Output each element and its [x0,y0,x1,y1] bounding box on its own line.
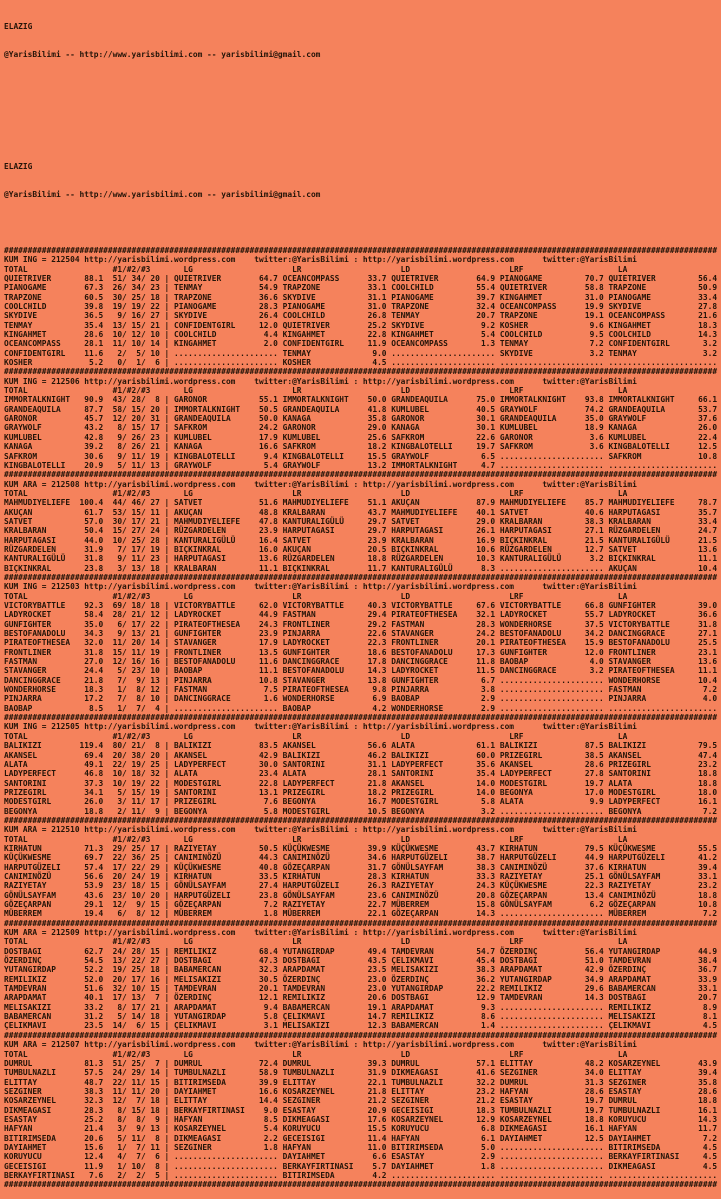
table-row: OCEANCOMPASS 28.1 11/ 10/ 14 | KINGAHMET 2.0 CONFIDENTGIRL 11.9 OCEANCOMPASS 1.3 TENMAY 7.2 CONFIDENTGIRL 3.2 [4,339,718,349]
section-title-line: KUM ING = 212503 http://yarisbilimi.wordpress.com twitter:@YarisBilimi : http://yarisbilimi.wordpress.com twitter:@YarisBilimi [4,582,637,592]
table-row: TRAPZONE 60.5 30/ 25/ 18 | TRAPZONE 36.6 SKYDIVE 31.1 PIANOGAME 39.7 KINGAHMET 31.0 PIANOGAME 33.4 [4,292,718,302]
table-row: CONFIDENTGIRL 11.6 2/ 5/ 10 | ...................... TENMAY 9.0 ...................... SKYDIVE 3.2 TENMAY 3.2 [4,348,718,358]
table-row: PIRATEOFTHESEA 32.0 11/ 20/ 14 | STAVANGER 17.9 LADYROCKET 22.3 FRONTLINER 20.1 PIRATEOFTHESEA 15.9 BESTOFANADOLU 25.5 [4,638,718,648]
table-row: KOSARZEYNEL 32.3 12/ 7/ 18 | ELITTAY 14.4 SEZGINER 21.2 SEZGINER 21.2 ESASTAY 19.7 DUMRUL 18.8 [4,1096,718,1106]
blank-line [4,106,721,115]
table-row: BEGONYA 18.8 2/ 11/ 9 | BEGONYA 5.8 MODESTGIRL 10.5 BEGONYA 3.2 ...................... BEGONYA 7.2 [4,806,718,816]
table-row: ALATA 49.1 22/ 19/ 25 | LADYPERFECT 30.0 SANTORINI 31.1 LADYPERFECT 35.6 AKANSEL 28.6 PRIZEGIRL 23.2 [4,759,718,769]
table-row: SEZGINER 38.3 11/ 11/ 20 | DAYIAHMET 16.6 KOSARZEYNEL 21.8 ELITTAY 23.2 HAFYAN 28.6 ESASTAY 28.6 [4,1086,718,1096]
table-row: FASTMAN 27.0 12/ 16/ 16 | BESTOFANADOLU 11.6 DANCINGGRACE 17.8 DANCINGGRACE 11.8 BAOBAP 4.0 STAVANGER 13.6 [4,657,718,667]
table-row: KANTURALIGÜLÜ 31.8 9/ 11/ 23 | HARPUTAGASI 13.6 RÜZGARDELEN 18.8 RÜZGARDELEN 10.3 KANTURALIGÜLÜ 3.2 BIÇKINKRAL 11.1 [4,554,718,564]
table-row: ÖZERDINÇ 54.5 13/ 22/ 27 | DOSTBAGI 47.3 DOSTBAGI 43.5 ÇELIKMAVI 45.4 DOSTBAGI 51.0 TAMDEVRAN 38.4 [4,956,718,966]
separator-line: ####################################################################################################################################################### [4,918,718,928]
section-title-line: KUM ARA = 212510 http://yarisbilimi.wordpress.com twitter:@YarisBilimi : http://yarisbilimi.wordpress.com twitter:@YarisBilimi [4,825,637,835]
table-row: KINGBALOTELLI 20.9 5/ 11/ 13 | GRAYWOLF 5.4 GRAYWOLF 13.2 IMMORTALKNIGHT 4.7 ...................... ....................... [4,460,718,470]
table-row: AKANSEL 69.4 20/ 38/ 20 | AKANSEL 42.9 BALIKIZI 46.2 BALIKIZI 60.0 PRIZEGIRL 38.5 AKANSEL 47.4 [4,750,718,760]
table-row: SANTORINI 37.3 10/ 19/ 22 | MODESTGIRL 22.8 LADYPERFECT 21.8 AKANSEL 14.0 MODESTGIRL 19.7 ALATA 18.8 [4,778,718,788]
table-row: PRIZEGIRL 34.1 5/ 15/ 19 | SANTORINI 13.1 PRIZEGIRL 18.2 PRIZEGIRL 14.0 BEGONYA 17.0 MODESTGIRL 18.0 [4,787,718,797]
table-row: HARPUTGÜZELI 57.4 17/ 22/ 29 | KÜÇÜKWESME 40.8 GÖZEÇARPAN 31.7 GÖNÜLSAYFAM 38.3 CANIMINÖZÜ 37.6 KIRHATUN 39.4 [4,862,718,872]
track-name: ELAZIG [4,161,33,171]
table-row: DAYIAHMET 15.6 1/ 7/ 11 | SEZGINER 1.8 HAFYAN 11.0 BITIRIMSEDA 5.0 ...................... BITIRIMSEDA 4.5 [4,1142,718,1152]
separator-line: ####################################################################################################################################################### [4,367,718,377]
section-title-line: KUM ING = 212506 http://yarisbilimi.wordpress.com twitter:@YarisBilimi : http://yarisbilimi.wordpress.com twitter:@YarisBilimi [4,376,637,386]
table-row: STAVANGER 24.4 5/ 23/ 10 | BAOBAP 11.1 BESTOFANADOLU 14.3 LADYROCKET 11.5 DANCINGGRACE 3.2 PIRATEOFTHESEA 11.1 [4,666,718,676]
table-row: GECEISIGI 11.9 1/ 10/ 8 | ...................... BERKAYFIRTINASI 5.7 DAYIAHMET 1.8 ...................... DIKMEAGASI 4.5 [4,1161,718,1171]
table-row: YUTANGIRDAP 52.2 19/ 25/ 18 | BABAMERCAN 32.3 ARAPDAMAT 23.5 MELISAKIZI 38.3 ARAPDAMAT 42.9 ÖZERDINÇ 36.7 [4,965,718,975]
table-row: ARAPDAMAT 40.1 17/ 13/ 7 | ÖZERDINÇ 12.1 REMILIKIZ 20.6 DOSTBAGI 12.9 TAMDEVRAN 14.3 DOSTBAGI 20.7 [4,993,718,1003]
table-row: IMMORTALKNIGHT 90.9 43/ 28/ 8 | GARONOR 55.1 IMMORTALKNIGHT 50.0 GRANDEAQUILA 75.0 IMMORTALKNIGHT 93.8 IMMORTALKNIGHT 66.1 [4,395,718,405]
table-row: ÇELIKMAVI 23.5 14/ 6/ 15 | ÇELIKMAVI 3.1 MELISAKIZI 12.3 BABAMERCAN 1.4 ...................... ÇELIKMAVI 4.5 [4,1021,718,1031]
table-row: HARPUTAGASI 44.0 10/ 25/ 28 | KANTURALIGÜLÜ 16.4 SATVET 23.9 KRALBARAN 16.9 BIÇKINKRAL 21.5 KANTURALIGÜLÜ 21.5 [4,535,718,545]
race-section [4,713,721,816]
race-section [4,816,721,919]
table-row: WONDERHORSE 18.3 1/ 8/ 12 | FASTMAN 7.5 PIRATEOFTHESEA 9.8 PINJARRA 3.8 ...................... FASTMAN 7.2 [4,685,718,695]
table-row: QUIETRIVER 88.1 51/ 34/ 20 | QUIETRIVER 64.7 OCEANCOMPASS 33.7 QUIETRIVER 64.9 PIANOGAME 70.7 QUIETRIVER 56.4 [4,273,718,283]
table-row: GUNFIGHTER 35.0 6/ 17/ 22 | PIRATEOFTHESEA 24.3 FRONTLINER 29.2 FASTMAN 28.3 WONDERHORSE 37.5 VICTORYBATTLE 31.8 [4,619,718,629]
section-title-line: KUM ING = 212505 http://yarisbilimi.wordpress.com twitter:@YarisBilimi : http://yarisbilimi.wordpress.com twitter:@YarisBilimi [4,722,637,732]
table-row: KÜÇÜKWESME 69.7 22/ 36/ 25 | CANIMINÖZÜ 44.3 CANIMINÖZÜ 34.6 HARPUTGÜZELI 38.7 HARPUTGÜZELI 44.9 HARPUTGÜZELI 41.2 [4,853,718,863]
table-row: BESTOFANADOLU 34.3 9/ 13/ 21 | GUNFIGHTER 23.9 PINJARRA 22.6 STAVANGER 24.2 BESTOFANADOLU 34.2 DANCINGGRACE 27.1 [4,629,718,639]
table-row: GRANDEAQUILA 87.7 58/ 15/ 20 | IMMORTALKNIGHT 50.5 GRANDEAQUILA 41.8 KUMLUBEL 40.5 GRAYWOLF 74.2 GRANDEAQUILA 53.7 [4,404,718,414]
separator-line: ####################################################################################################################################################### [4,713,718,723]
blank-line [4,134,721,143]
table-row: LADYROCKET 58.4 28/ 21/ 12 | LADYROCKET 44.9 FASTMAN 29.4 PIRATEOFTHESEA 32.1 LADYROCKET 55.7 LADYROCKET 36.6 [4,610,718,620]
table-row: FRONTLINER 31.8 15/ 11/ 19 | FRONTLINER 13.5 GUNFIGHTER 18.6 BESTOFANADOLU 17.3 GUNFIGHTER 12.0 FRONTLINER 23.1 [4,647,718,657]
table-row: MÜBERREM 19.4 6/ 8/ 12 | MÜBERREM 1.8 MÜBERREM 22.1 GÖZEÇARPAN 14.3 ...................... MÜBERREM 7.2 [4,909,718,919]
table-row: SATVET 57.0 30/ 17/ 21 | MAHMUDIYELIEFE 47.8 KANTURALIGÜLÜ 29.7 SATVET 29.0 KRALBARAN 38.3 KRALBARAN 33.4 [4,516,718,526]
table-row: BITIRIMSEDA 20.6 5/ 11/ 8 | DIKMEAGASI 2.2 GECEISIGI 11.4 HAFYAN 6.1 DAYIAHMET 12.5 DAYIAHMET 7.2 [4,1133,718,1143]
section-title-line: KUM ARA = 212509 http://yarisbilimi.wordpress.com twitter:@YarisBilimi : http://yarisbilimi.wordpress.com twitter:@YarisBilimi [4,928,637,938]
column-header-line: TOTAL #1/#2/#3 LG LR LD LRF LA [4,488,628,498]
table-row: KANAGA 39.2 8/ 26/ 21 | KANAGA 16.6 SAFKROM 18.2 KINGBALOTELLI 19.7 SAFKROM 3.6 KINGBALOTELLI 12.5 [4,442,718,452]
section-title-line: KUM ARA = 212508 http://yarisbilimi.wordpress.com twitter:@YarisBilimi : http://yarisbilimi.wordpress.com twitter:@YarisBilimi [4,479,637,489]
table-row: COOLCHILD 39.8 19/ 19/ 22 | PIANOGAME 28.3 PIANOGAME 31.0 TRAPZONE 32.4 OCEANCOMPASS 19.9 SKYDIVE 27.8 [4,302,718,311]
table-row: PIANOGAME 67.3 26/ 34/ 23 | TENMAY 54.9 TRAPZONE 33.1 COOLCHILD 55.4 QUIETRIVER 58.8 TRAPZONE 50.9 [4,283,718,293]
table-row: DUMRUL 81.3 51/ 25/ 7 | DUMRUL 72.4 DUMRUL 39.3 DUMRUL 57.1 ELITTAY 48.2 KOSARZEYNEL 43.9 [4,1058,718,1068]
table-row: RÜZGARDELEN 31.9 7/ 17/ 19 | BIÇKINKRAL 16.0 AKUÇAN 20.5 BIÇKINKRAL 10.6 RÜZGARDELEN 12.7 SATVET 13.6 [4,544,718,554]
table-row: VICTORYBATTLE 92.3 69/ 18/ 18 | VICTORYBATTLE 62.0 VICTORYBATTLE 40.3 VICTORYBATTLE 67.6 VICTORYBATTLE 66.8 GUNFIGHTER 39.0 [4,601,718,610]
separator-line: ####################################################################################################################################################### [4,1030,718,1040]
column-header-line: TOTAL #1/#2/#3 LG LR LD LRF LA [4,386,628,396]
table-row: GÖZEÇARPAN 29.1 12/ 9/ 15 | GÖZEÇARPAN 7.2 RAZIYETAY 22.7 MÜBERREM 15.8 GÖNÜLSAYFAM 6.2 GÖZEÇARPAN 10.8 [4,900,718,909]
table-row: REMILIKIZ 52.0 20/ 17/ 16 | MELISAKIZI 30.5 ÖZERDINÇ 23.0 ÖZERDINÇ 36.2 YUTANGIRDAP 34.9 ARAPDAMAT 33.9 [4,974,718,984]
table-row: MELISAKIZI 33.2 8/ 17/ 21 | ARAPDAMAT 9.4 BABAMERCAN 19.1 ARAPDAMAT 9.3 ...................... REMILIKIZ 8.9 [4,1002,718,1012]
table-row: TAMDEVRAN 51.6 32/ 10/ 15 | TAMDEVRAN 20.1 TAMDEVRAN 23.0 YUTANGIRDAP 22.2 REMILIKIZ 29.6 BABAMERCAN 33.1 [4,984,718,994]
table-row: KIRHATUN 71.3 29/ 25/ 17 | RAZIYETAY 50.5 KÜÇÜKWESME 39.9 KÜÇÜKWESME 43.7 KIRHATUN 79.5 KÜÇÜKWESME 55.5 [4,843,718,853]
table-row: TENMAY 35.4 13/ 15/ 21 | CONFIDENTGIRL 12.0 QUIETRIVER 25.2 SKYDIVE 9.2 KOSHER 9.6 KINGAHMET 18.3 [4,320,718,330]
table-row: KOSHER 5.2 0/ 1/ 6 | ...................... KOSHER 4.5 ...................... ...................... ....................... [4,358,718,368]
race-section [4,573,721,713]
table-row: GRAYWOLF 43.2 8/ 15/ 17 | SAFKROM 24.2 GARONOR 29.0 KANAGA 30.1 KUMLUBEL 18.9 KANAGA 26.0 [4,423,718,433]
table-row: RAZIYETAY 53.9 23/ 18/ 15 | GÖNÜLSAYFAM 27.4 HARPUTGÜZELI 26.3 RAZIYETAY 24.3 KÜÇÜKWESME 22.3 RAZIYETAY 23.2 [4,881,718,891]
table-row: BABAMERCAN 31.2 5/ 14/ 18 | YUTANGIRDAP 5.8 ÇELIKMAVI 14.7 REMILIKIZ 8.6 ...................... MELISAKIZI 8.1 [4,1012,718,1022]
race-section [4,919,721,1031]
table-row: DANCINGGRACE 21.8 7/ 9/ 13 | PINJARRA 10.8 STAVANGER 13.8 GUNFIGHTER 6.7 ...................... WONDERHORSE 10.4 [4,675,718,685]
race-section [4,367,721,470]
contact-line: @YarisBilimi -- http://www.yarisbilimi.com -- yarisbilimi@gmail.com [4,189,321,199]
column-header-line: TOTAL #1/#2/#3 LG LR LD LRF LA [4,834,628,844]
table-row: ELITTAY 48.7 22/ 11/ 15 | BITIRIMSEDA 39.9 ELITTAY 22.1 TUMBULNAZLI 32.2 DUMRUL 31.3 SEZGINER 35.8 [4,1077,718,1087]
race-section [4,1031,721,1181]
contact-line: @YarisBilimi -- http://www.yarisbilimi.com -- yarisbilimi@gmail.com [4,49,321,59]
column-header-line: TOTAL #1/#2/#3 LG LR LD LRF LA [4,591,628,601]
table-row: AKUÇAN 61.7 53/ 15/ 11 | AKUÇAN 48.8 KRALBARAN 43.7 MAHMUDIYELIEFE 40.1 SATVET 40.6 HARPUTAGASI 35.7 [4,507,718,517]
table-row: MAHMUDIYELIEFE 100.4 44/ 46/ 27 | SATVET 51.6 MAHMUDIYELIEFE 51.1 AKUÇAN 87.9 MAHMUDIYELIEFE 85.7 MAHMUDIYELIEFE 78.7 [4,498,718,508]
section-title-line: KUM ARA = 212507 http://yarisbilimi.wordpress.com twitter:@YarisBilimi : http://yarisbilimi.wordpress.com twitter:@YarisBilimi [4,1040,637,1050]
table-row: KUMLUBEL 42.8 9/ 26/ 23 | KUMLUBEL 17.9 KUMLUBEL 25.6 SAFKROM 22.6 GARONOR 3.6 KUMLUBEL 22.4 [4,432,718,442]
table-row: GARONOR 45.7 12/ 20/ 31 | GRANDEAQUILA 50.0 KANAGA 35.8 GARONOR 30.1 GRANDEAQUILA 35.0 GRAYWOLF 37.6 [4,414,718,424]
column-header-line: TOTAL #1/#2/#3 LG LR LD LRF LA [4,264,628,274]
table-row: PINJARRA 17.2 7/ 8/ 10 | DANCINGGRACE 1.6 WONDERHORSE 6.9 BAOBAP 2.9 ...................... PINJARRA 4.0 [4,694,718,704]
separator-line: ####################################################################################################################################################### [4,815,718,825]
table-row: DIKMEAGASI 28.3 8/ 15/ 18 | BERKAYFIRTINASI 9.0 ESASTAY 20.9 GECEISIGI 18.3 TUMBULNAZLI 19.7 TUMBULNAZLI 16.1 [4,1105,718,1115]
race-section [4,246,721,367]
table-row: TUMBULNAZLI 57.5 24/ 29/ 14 | TUMBULNAZLI 58.9 TUMBULNAZLI 31.9 DIKMEAGASI 41.6 SEZGINER 34.0 ELITTAY 39.4 [4,1068,718,1078]
table-row: HAFYAN 21.4 3/ 9/ 13 | KOSARZEYNEL 5.4 KORUYUCU 15.5 KORUYUCU 6.8 DIKMEAGASI 16.1 HAFYAN 11.7 [4,1124,718,1134]
table-row: LADYPERFECT 46.8 10/ 18/ 32 | ALATA 23.4 ALATA 28.1 SANTORINI 35.4 LADYPERFECT 27.8 SANTORINI 18.8 [4,769,718,779]
column-header-line: TOTAL #1/#2/#3 LG LR LD LRF LA [4,1049,628,1059]
race-section [4,470,721,573]
table-row: GÖNÜLSAYFAM 43.6 23/ 10/ 20 | HARPUTGÜZELI 23.8 GÖNÜLSAYFAM 23.6 CANIMINÖZÜ 20.8 GÖZEÇARPAN 13.4 CANIMINÖZÜ 18.8 [4,890,718,900]
table-row: CANIMINÖZÜ 56.6 20/ 24/ 19 | KIRHATUN 33.5 KIRHATUN 28.3 KIRHATUN 33.3 RAZIYETAY 25.1 GÖNÜLSAYFAM 33.1 [4,871,718,881]
table-row: SAFKROM 30.6 9/ 11/ 19 | KINGBALOTELLI 9.4 KINGBALOTELLI 15.5 GRAYWOLF 6.5 ...................... SAFKROM 10.8 [4,451,718,461]
section-title-line: KUM ING = 212504 http://yarisbilimi.wordpress.com twitter:@YarisBilimi : http://yarisbilimi.wordpress.com twitter:@YarisBilimi [4,255,637,265]
table-row: KINGAHMET 28.6 10/ 12/ 10 | COOLCHILD 4.4 KINGAHMET 22.8 KINGAHMET 5.4 COOLCHILD 9.5 COOLCHILD 14.3 [4,330,718,340]
table-row: MODESTGIRL 26.0 3/ 11/ 17 | PRIZEGIRL 7.6 BEGONYA 16.7 MODESTGIRL 5.8 ALATA 9.9 LADYPERFECT 16.1 [4,797,718,807]
separator-line: ####################################################################################################################################################### [4,470,718,480]
table-row: BIÇKINKRAL 23.8 3/ 13/ 18 | KRALBARAN 11.1 BIÇKINKRAL 11.7 KANTURALIGÜLÜ 8.3 ...................... AKUÇAN 10.4 [4,563,718,573]
separator-line: ####################################################################################################################################################### [4,1180,718,1190]
sections-container [4,246,721,1190]
table-row: KRALBARAN 50.4 15/ 27/ 24 | RÜZGARDELEN 23.9 HARPUTAGASI 29.7 HARPUTAGASI 26.1 HARPUTAGASI 27.1 RÜZGARDELEN 24.7 [4,526,718,536]
track-name: ELAZIG [4,21,33,31]
table-row: DOSTBAGI 62.7 24/ 28/ 15 | REMILIKIZ 68.4 YUTANGIRDAP 49.4 TAMDEVRAN 54.7 ÖZERDINÇ 56.4 YUTANGIRDAP 44.9 [4,946,718,956]
column-header-line: TOTAL #1/#2/#3 LG LR LD LRF LA [4,731,628,741]
column-header-line: TOTAL #1/#2/#3 LG LR LD LRF LA [4,937,628,947]
table-row: ESASTAY 25.2 8/ 8/ 9 | HAFYAN 8.5 DIKMEAGASI 17.6 KOSARZEYNEL 12.9 KOSARZEYNEL 18.8 KORUYUCU 14.3 [4,1114,718,1124]
blank-line [4,78,721,87]
blank-line [4,218,721,227]
table-row: BALIKIZI 119.4 80/ 21/ 8 | BALIKIZI 83.5 AKANSEL 56.6 ALATA 61.1 BALIKIZI 87.5 BALIKIZI 79.5 [4,741,718,751]
table-row: SKYDIVE 36.5 9/ 16/ 27 | SKYDIVE 26.4 COOLCHILD 26.8 TENMAY 20.7 TRAPZONE 19.1 OCEANCOMPASS 21.6 [4,311,718,321]
table-row: BERKAYFIRTINASI 7.6 2/ 2/ 5 | ...................... BITIRIMSEDA 4.2 ...................... ...................... ....................... [4,1170,718,1180]
separator-line: ####################################################################################################################################################### [4,245,718,255]
table-row: BAOBAP 8.5 1/ 7/ 4 | ...................... BAOBAP 4.2 WONDERHORSE 2.9 ...................... ....................... [4,703,718,713]
separator-line: ####################################################################################################################################################### [4,572,718,582]
table-row: KORUYUCU 12.4 4/ 7/ 6 | ...................... DAYIAHMET 6.6 ESASTAY 2.9 ...................... BERKAYFIRTINASI 4.5 [4,1152,718,1162]
